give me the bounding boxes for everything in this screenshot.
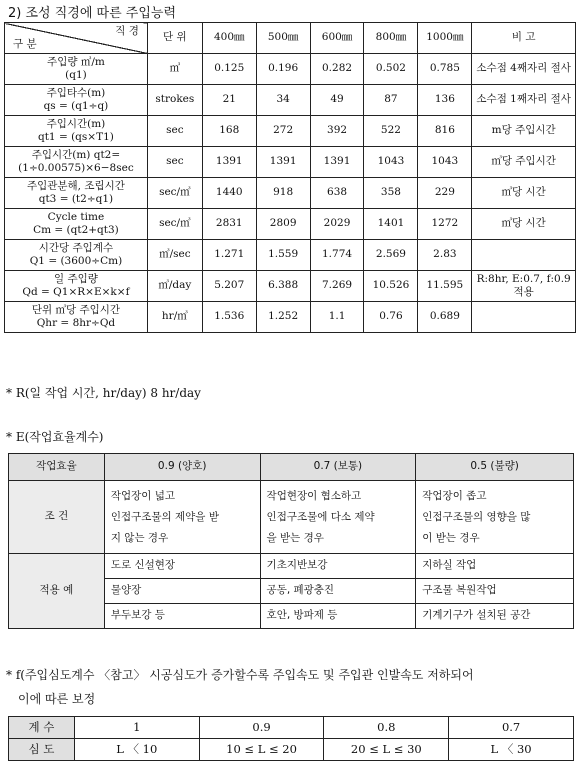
row-remark: m당 주입시간 (472, 116, 576, 147)
row-value: 21 (202, 85, 256, 116)
row-value: 2029 (310, 209, 364, 240)
row-label-line1: 주입타수(m) (46, 86, 106, 99)
table-row (5, 178, 576, 209)
row-label-line2: (1÷0.00575)×6−8sec (18, 162, 134, 174)
condition-label: 조 건 (9, 481, 105, 554)
header-unit: 단 위 (147, 23, 202, 54)
condition-line: 이 받는 경우 (422, 531, 480, 544)
row-value: 1043 (418, 147, 472, 178)
coef-value: 0.7 (449, 717, 574, 739)
row-value: 272 (256, 116, 310, 147)
row-value: 358 (364, 178, 418, 209)
condition-cell (260, 481, 416, 554)
row-value: 34 (256, 85, 310, 116)
condition-line: 인접구조물의 영향을 많 (422, 510, 531, 523)
row-label-line1: 시간당 주입계수 (38, 241, 114, 254)
row-unit: sec/㎥ (147, 178, 202, 209)
header-diameter-label: 직 경 (115, 25, 139, 37)
row-value: 0.282 (310, 54, 364, 85)
row-value: 392 (310, 116, 364, 147)
injection-capacity-table (4, 22, 576, 333)
condition-line: 인접구조물의 제약을 받 (110, 510, 219, 523)
header-diameter: 600㎜ (310, 23, 364, 54)
row-remark: 소수점 1째자리 절사 (472, 85, 576, 116)
row-label (5, 271, 148, 302)
row-value: 0.785 (418, 54, 472, 85)
row-label (5, 147, 148, 178)
row-value: 87 (364, 85, 418, 116)
example-cell: 공동, 폐광충진 (260, 579, 416, 604)
row-label-line1: 단위 ㎥당 주입시간 (31, 303, 121, 316)
row-value: 2.83 (418, 240, 472, 271)
table-row (5, 54, 576, 85)
row-value: 10.526 (364, 271, 418, 302)
row-value: 1.1 (310, 302, 364, 333)
row-value: 11.595 (418, 271, 472, 302)
condition-cell (416, 481, 574, 554)
row-remark: R:8hr, E:0.7, f:0.9 적용 (472, 271, 576, 302)
eff-header-cell: 0.5 (불량) (416, 454, 574, 481)
depth-value: L 〈 10 (74, 739, 199, 761)
example-cell: 구조물 복원작업 (416, 579, 574, 604)
example-cell: 기초지반보강 (260, 554, 416, 579)
row-value: 0.76 (364, 302, 418, 333)
row-label-line2: qt1 = (qs×T1) (37, 131, 114, 143)
row-remark: ㎥당 주입시간 (472, 147, 576, 178)
row-value: 1.536 (202, 302, 256, 333)
row-value: 1440 (202, 178, 256, 209)
example-cell: 물양장 (104, 579, 260, 604)
row-value: 2.569 (364, 240, 418, 271)
coef-label: 계 수 (9, 717, 75, 739)
row-label-line1: 주입시간(m) qt2= (31, 148, 121, 161)
row-label (5, 302, 148, 333)
row-value: 1401 (364, 209, 418, 240)
row-label (5, 54, 148, 85)
example-cell: 부두보강 등 (104, 604, 260, 629)
depth-value: 20 ≤ L ≤ 30 (324, 739, 449, 761)
table-row (5, 302, 576, 333)
row-remark: 소수점 4째자리 절사 (472, 54, 576, 85)
row-label-line1: 주입관분해, 조립시간 (26, 179, 125, 192)
row-unit: ㎥/day (147, 271, 202, 302)
row-value: 1.774 (310, 240, 364, 271)
eff-header-cell: 작업효율 (9, 454, 105, 481)
row-value: 2831 (202, 209, 256, 240)
table-row (5, 271, 576, 302)
condition-cell (104, 481, 260, 554)
condition-line: 작업장이 좁고 (422, 489, 487, 502)
row-value: 816 (418, 116, 472, 147)
note-f-line1: * f(주입심도계수 〈참고〉 시공심도가 증가할수록 주입속도 및 주입관 인발속도 저하되어 (6, 668, 474, 682)
depth-label: 심 도 (9, 739, 75, 761)
table-row (5, 85, 576, 116)
row-unit: hr/㎥ (147, 302, 202, 333)
row-value: 5.207 (202, 271, 256, 302)
row-value: 1043 (364, 147, 418, 178)
depth-coefficient-table (8, 716, 574, 761)
row-value: 168 (202, 116, 256, 147)
table-header-row (5, 23, 576, 54)
row-unit: sec (147, 116, 202, 147)
example-cell: 기계기구가 설치된 공간 (416, 604, 574, 629)
row-label-line1: 일 주입량 (53, 272, 98, 285)
row-label-line2: qt3 = (t2÷q1) (38, 193, 114, 205)
row-value: 49 (310, 85, 364, 116)
diagonal-header-cell (5, 23, 148, 54)
coef-value: 0.8 (324, 717, 449, 739)
row-unit: strokes (147, 85, 202, 116)
row-value: 1.559 (256, 240, 310, 271)
row-value: 522 (364, 116, 418, 147)
section-title: 2) 조성 직경에 따른 주입능력 (8, 6, 177, 21)
row-unit: sec (147, 147, 202, 178)
row-label-line2: qs = (q1÷q) (43, 100, 109, 112)
row-unit: ㎥/sec (147, 240, 202, 271)
header-diameter: 400㎜ (202, 23, 256, 54)
table-row (5, 147, 576, 178)
row-value: 0.502 (364, 54, 418, 85)
note-r: * R(일 작업 시간, hr/day) 8 hr/day (6, 386, 201, 400)
row-value: 229 (418, 178, 472, 209)
row-label-line2: (q1) (65, 69, 87, 81)
depth-value: 10 ≤ L ≤ 20 (199, 739, 324, 761)
depth-row (9, 739, 574, 761)
row-label-line2: Cm = (qt2+qt3) (33, 224, 119, 236)
row-label-line1: 주입시간(m) (46, 117, 106, 130)
row-unit: ㎥ (147, 54, 202, 85)
row-value: 0.196 (256, 54, 310, 85)
row-value: 1272 (418, 209, 472, 240)
header-diameter: 500㎜ (256, 23, 310, 54)
eff-header-cell: 0.7 (보통) (260, 454, 416, 481)
row-remark (472, 240, 576, 271)
row-value: 1.271 (202, 240, 256, 271)
row-value: 1391 (310, 147, 364, 178)
example-cell: 지하실 작업 (416, 554, 574, 579)
header-remarks: 비 고 (472, 23, 576, 54)
row-label-line2: Qd = Q1×R×E×k×f (22, 286, 130, 298)
header-category-label: 구 분 (13, 37, 37, 50)
coef-value: 0.9 (199, 717, 324, 739)
coef-value: 1 (74, 717, 199, 739)
header-diameter: 800㎜ (364, 23, 418, 54)
row-label-line2: Q1 = (3600÷Cm) (29, 255, 123, 267)
eff-header-row (9, 454, 574, 481)
row-value: 2809 (256, 209, 310, 240)
row-value: 7.269 (310, 271, 364, 302)
row-remark: ㎥당 시간 (472, 209, 576, 240)
note-f-line2: 이에 따른 보정 (18, 692, 96, 706)
row-label-line1: Cycle time (47, 210, 105, 223)
row-label (5, 85, 148, 116)
coef-row (9, 717, 574, 739)
eff-header-cell: 0.9 (양호) (104, 454, 260, 481)
work-efficiency-table (8, 453, 574, 629)
row-label-line1: 주입량 ㎥/m (47, 55, 105, 68)
eff-example-row (9, 554, 574, 579)
condition-line: 작업장이 넓고 (110, 489, 176, 502)
row-remark (472, 302, 576, 333)
condition-line: 을 받는 경우 (266, 531, 324, 544)
row-label (5, 178, 148, 209)
row-value: 1391 (256, 147, 310, 178)
row-remark: ㎥당 시간 (472, 178, 576, 209)
table-row (5, 116, 576, 147)
row-label (5, 209, 148, 240)
header-diameter: 1000㎜ (418, 23, 472, 54)
note-e: * E(작업효율계수) (6, 430, 104, 444)
row-value: 0.125 (202, 54, 256, 85)
condition-line: 지 않는 경우 (110, 531, 169, 544)
row-value: 1.252 (256, 302, 310, 333)
row-value: 1391 (202, 147, 256, 178)
row-value: 918 (256, 178, 310, 209)
row-label-line2: Qhr = 8hr÷Qd (36, 317, 116, 329)
row-value: 6.388 (256, 271, 310, 302)
table-row (5, 209, 576, 240)
example-label: 적용 예 (9, 554, 105, 629)
depth-value: L 〈 30 (449, 739, 574, 761)
condition-line: 인접구조물에 다소 제약 (266, 510, 375, 523)
condition-line: 작업현장이 협소하고 (266, 489, 362, 502)
row-value: 136 (418, 85, 472, 116)
row-label (5, 116, 148, 147)
eff-condition-row (9, 481, 574, 554)
example-cell: 도로 신설현장 (104, 554, 260, 579)
row-value: 0.689 (418, 302, 472, 333)
row-label (5, 240, 148, 271)
row-unit: sec/㎥ (147, 209, 202, 240)
table-row (5, 240, 576, 271)
example-cell: 호안, 방파제 등 (260, 604, 416, 629)
row-value: 638 (310, 178, 364, 209)
